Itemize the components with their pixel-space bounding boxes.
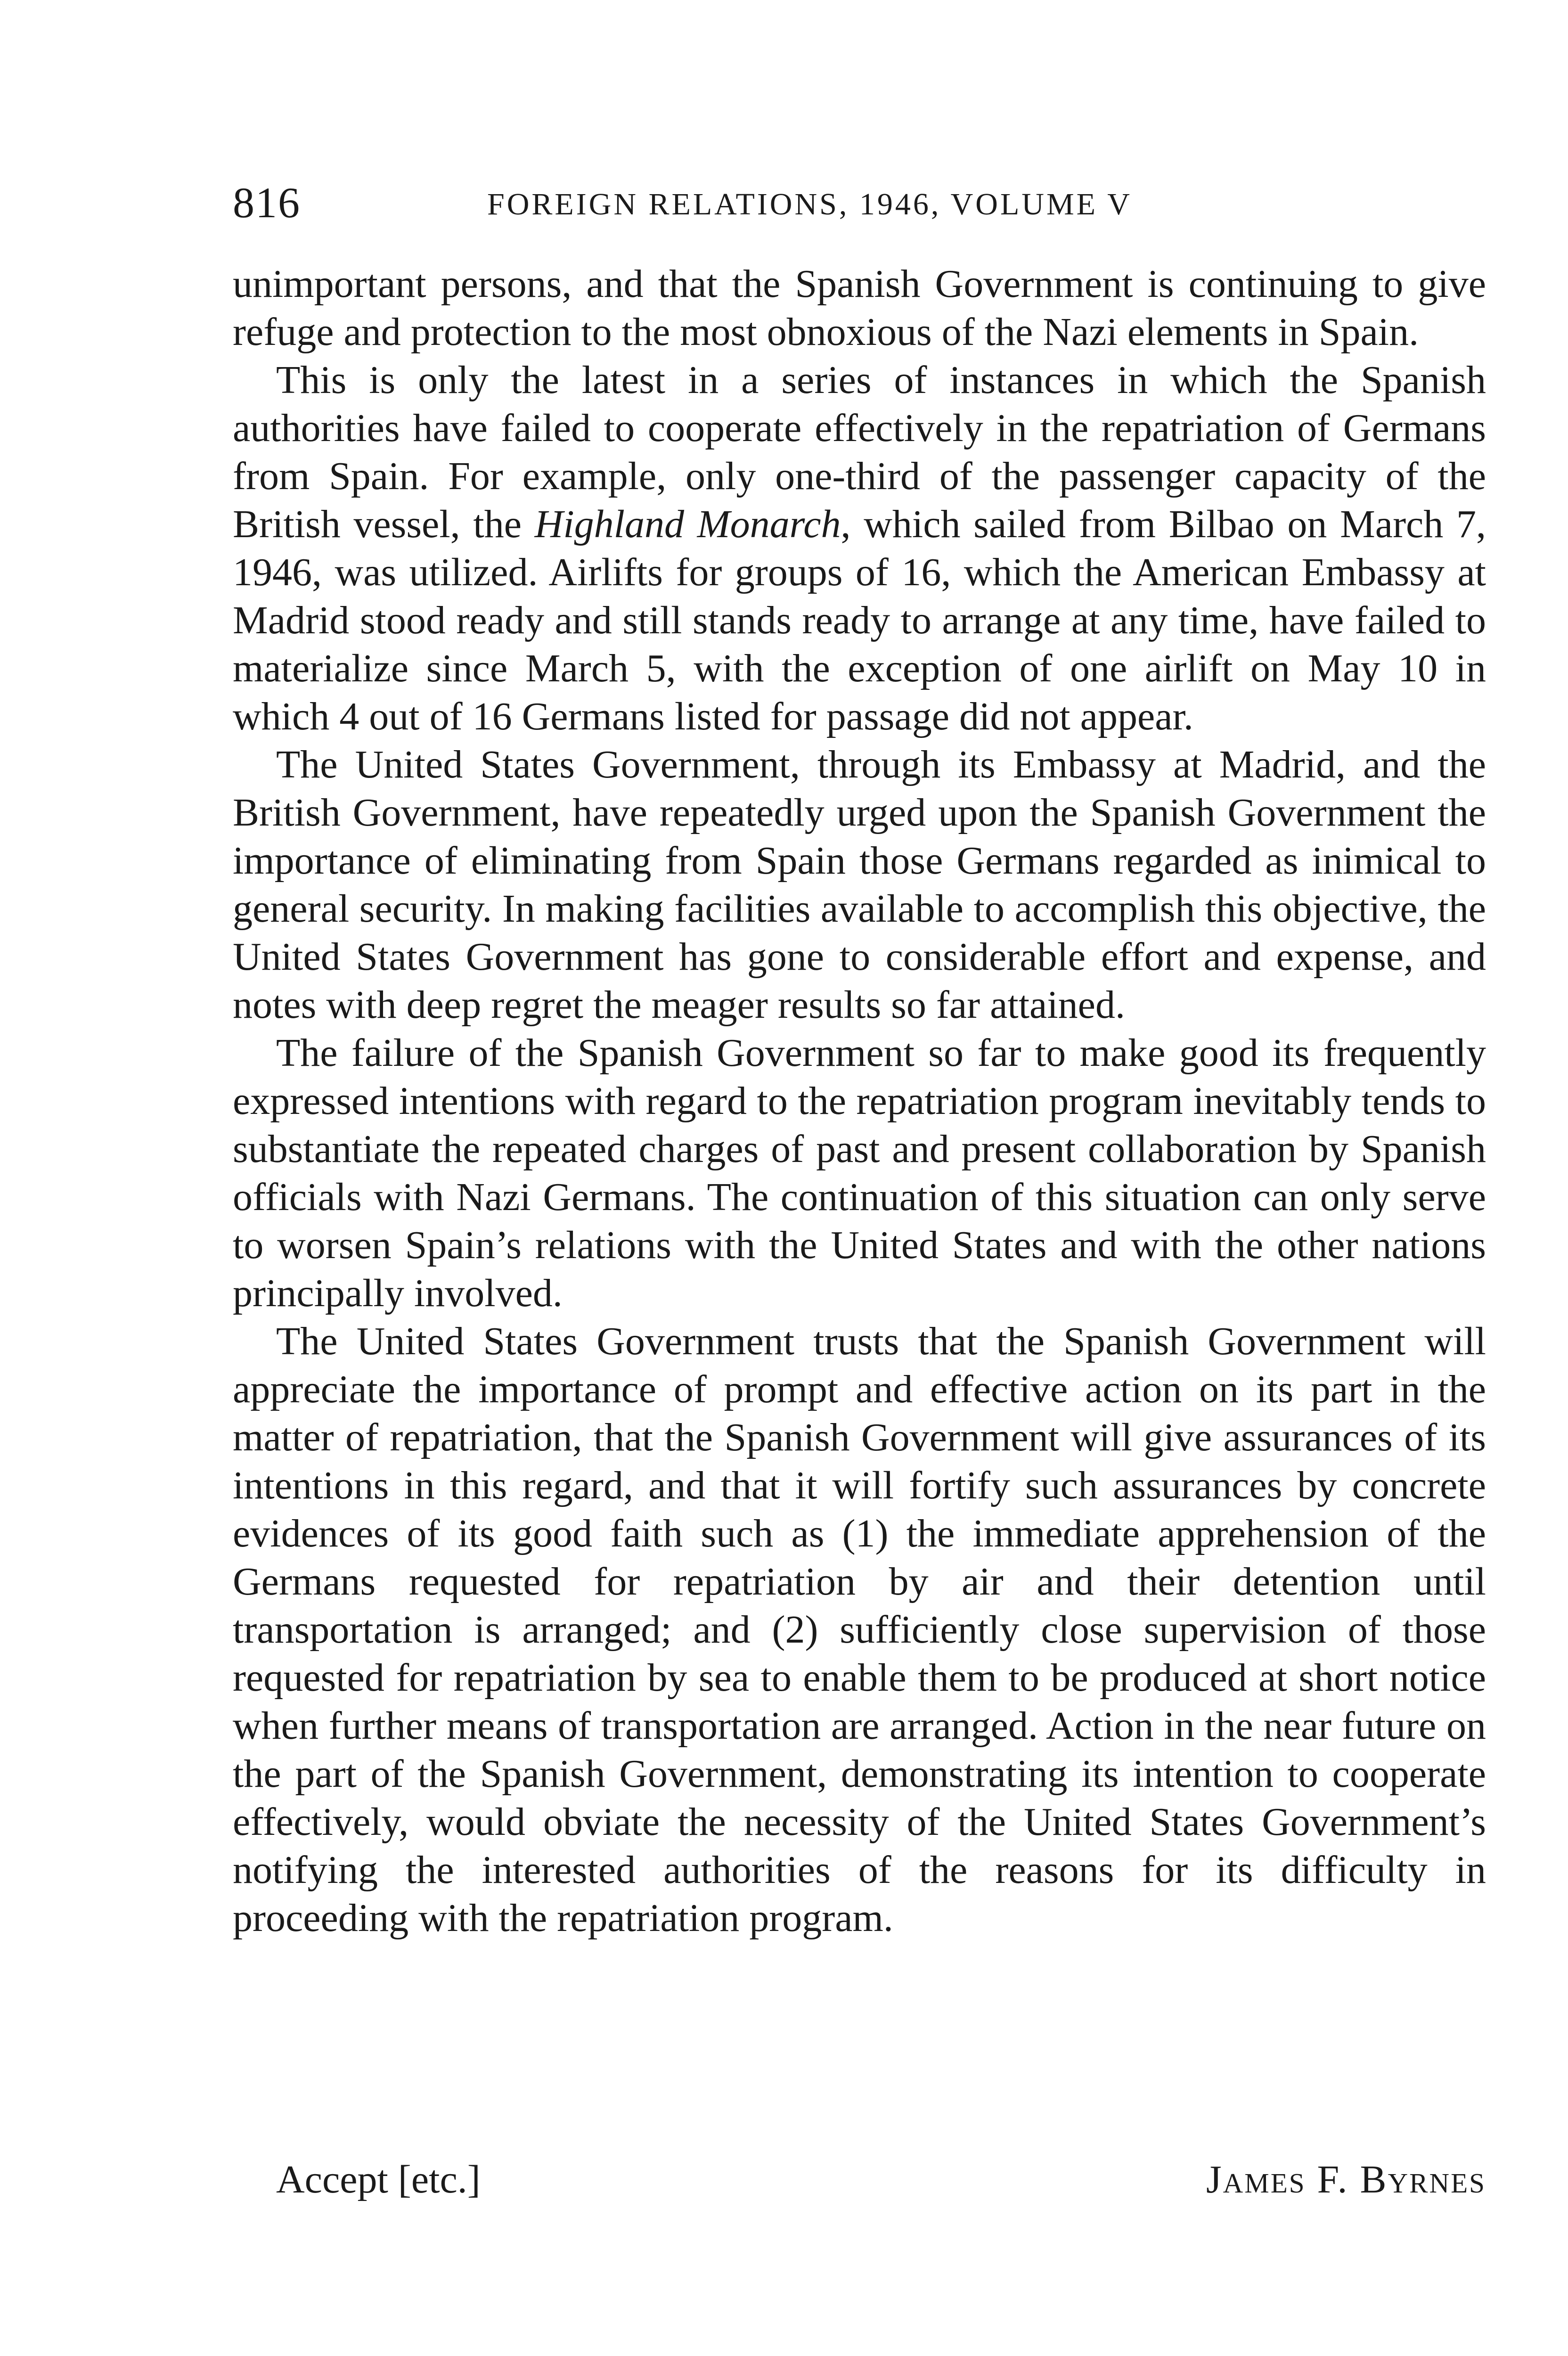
paragraph-repatriation-failures — [233, 356, 1486, 741]
paragraph-assurances-requested: The United States Government trusts that the Spanish Government will appreciate the importance of prompt and effective action on its part in the matter of repatriation, that the Spanish Government will give assurances of its intentions in this regard, and that it will fortify such assurances by concrete evidences of its good faith such as (1) the immediate apprehension of the Germans requested for repatriation by air and their detention until transportation is arranged; and (2) sufficiently close supervision of those requested for repatriation by sea to enable them to be produced at short notice when further means of transportation are arranged. Action in the near future on the part of the Spanish Government, demonstrating its intention to cooperate effectively, would obviate the necessity of the United States Government’s notifying the interested authorities of the reasons for its difficulty in proceeding with the repatriation program. — [233, 1319, 1486, 1940]
page-number: 816 — [233, 179, 301, 227]
paragraph-text: This is only the latest in a series of instances in which the Spanish authorities have failed to cooperate effectively in the repatriation of Germans from Spain. For example, only one-third of the passenger capacity of the British vessel, the — [233, 358, 1486, 546]
paragraph-collaboration-charges: The failure of the Spanish Government so far to make good its frequently expressed intentions with regard to the repatriation program inevitably tends to substantiate the repeated charges of past and present collaboration by Spanish officials with Nazi Germans. The continuation of this situation can only serve to worsen Spain’s relations with the United States and with the other nations principally involved. — [233, 1031, 1486, 1315]
paragraph-urging-spain: The United States Government, through its Embassy at Madrid, and the British Government, have repeatedly urged upon the Spanish Government the importance of eliminating from Spain those Germans regarded as inimical to general security. In making facilities available to accomplish this objective, the United States Government has gone to considerable effort and expense, and notes with deep regret the meager results so far attained. — [233, 743, 1486, 1027]
signature: James F. Byrnes — [1206, 2158, 1486, 2201]
running-title: FOREIGN RELATIONS, 1946, VOLUME V — [487, 187, 1132, 221]
running-head — [233, 177, 1486, 238]
paragraph-continued: unimportant persons, and that the Spanish Government is continuing to give refuge and protection to the most obnoxious of the Nazi elements in Spain. — [233, 262, 1486, 354]
closing — [233, 2156, 1486, 2208]
ship-name: Highland Monarch — [534, 502, 841, 546]
body-text — [233, 260, 1486, 1942]
complimentary-close: Accept [etc.] — [276, 2158, 481, 2201]
paragraph-text: , which sailed from Bilbao on March 7, 1946, was utilized. Airlifts for groups of 16, which the American Embassy at Madrid stood ready and still stands ready to arrange at any time, have failed to materialize since March 5, with the exception of one airlift on May 10 in which 4 out of 16 Germans listed for passage did not appear. — [233, 502, 1486, 738]
